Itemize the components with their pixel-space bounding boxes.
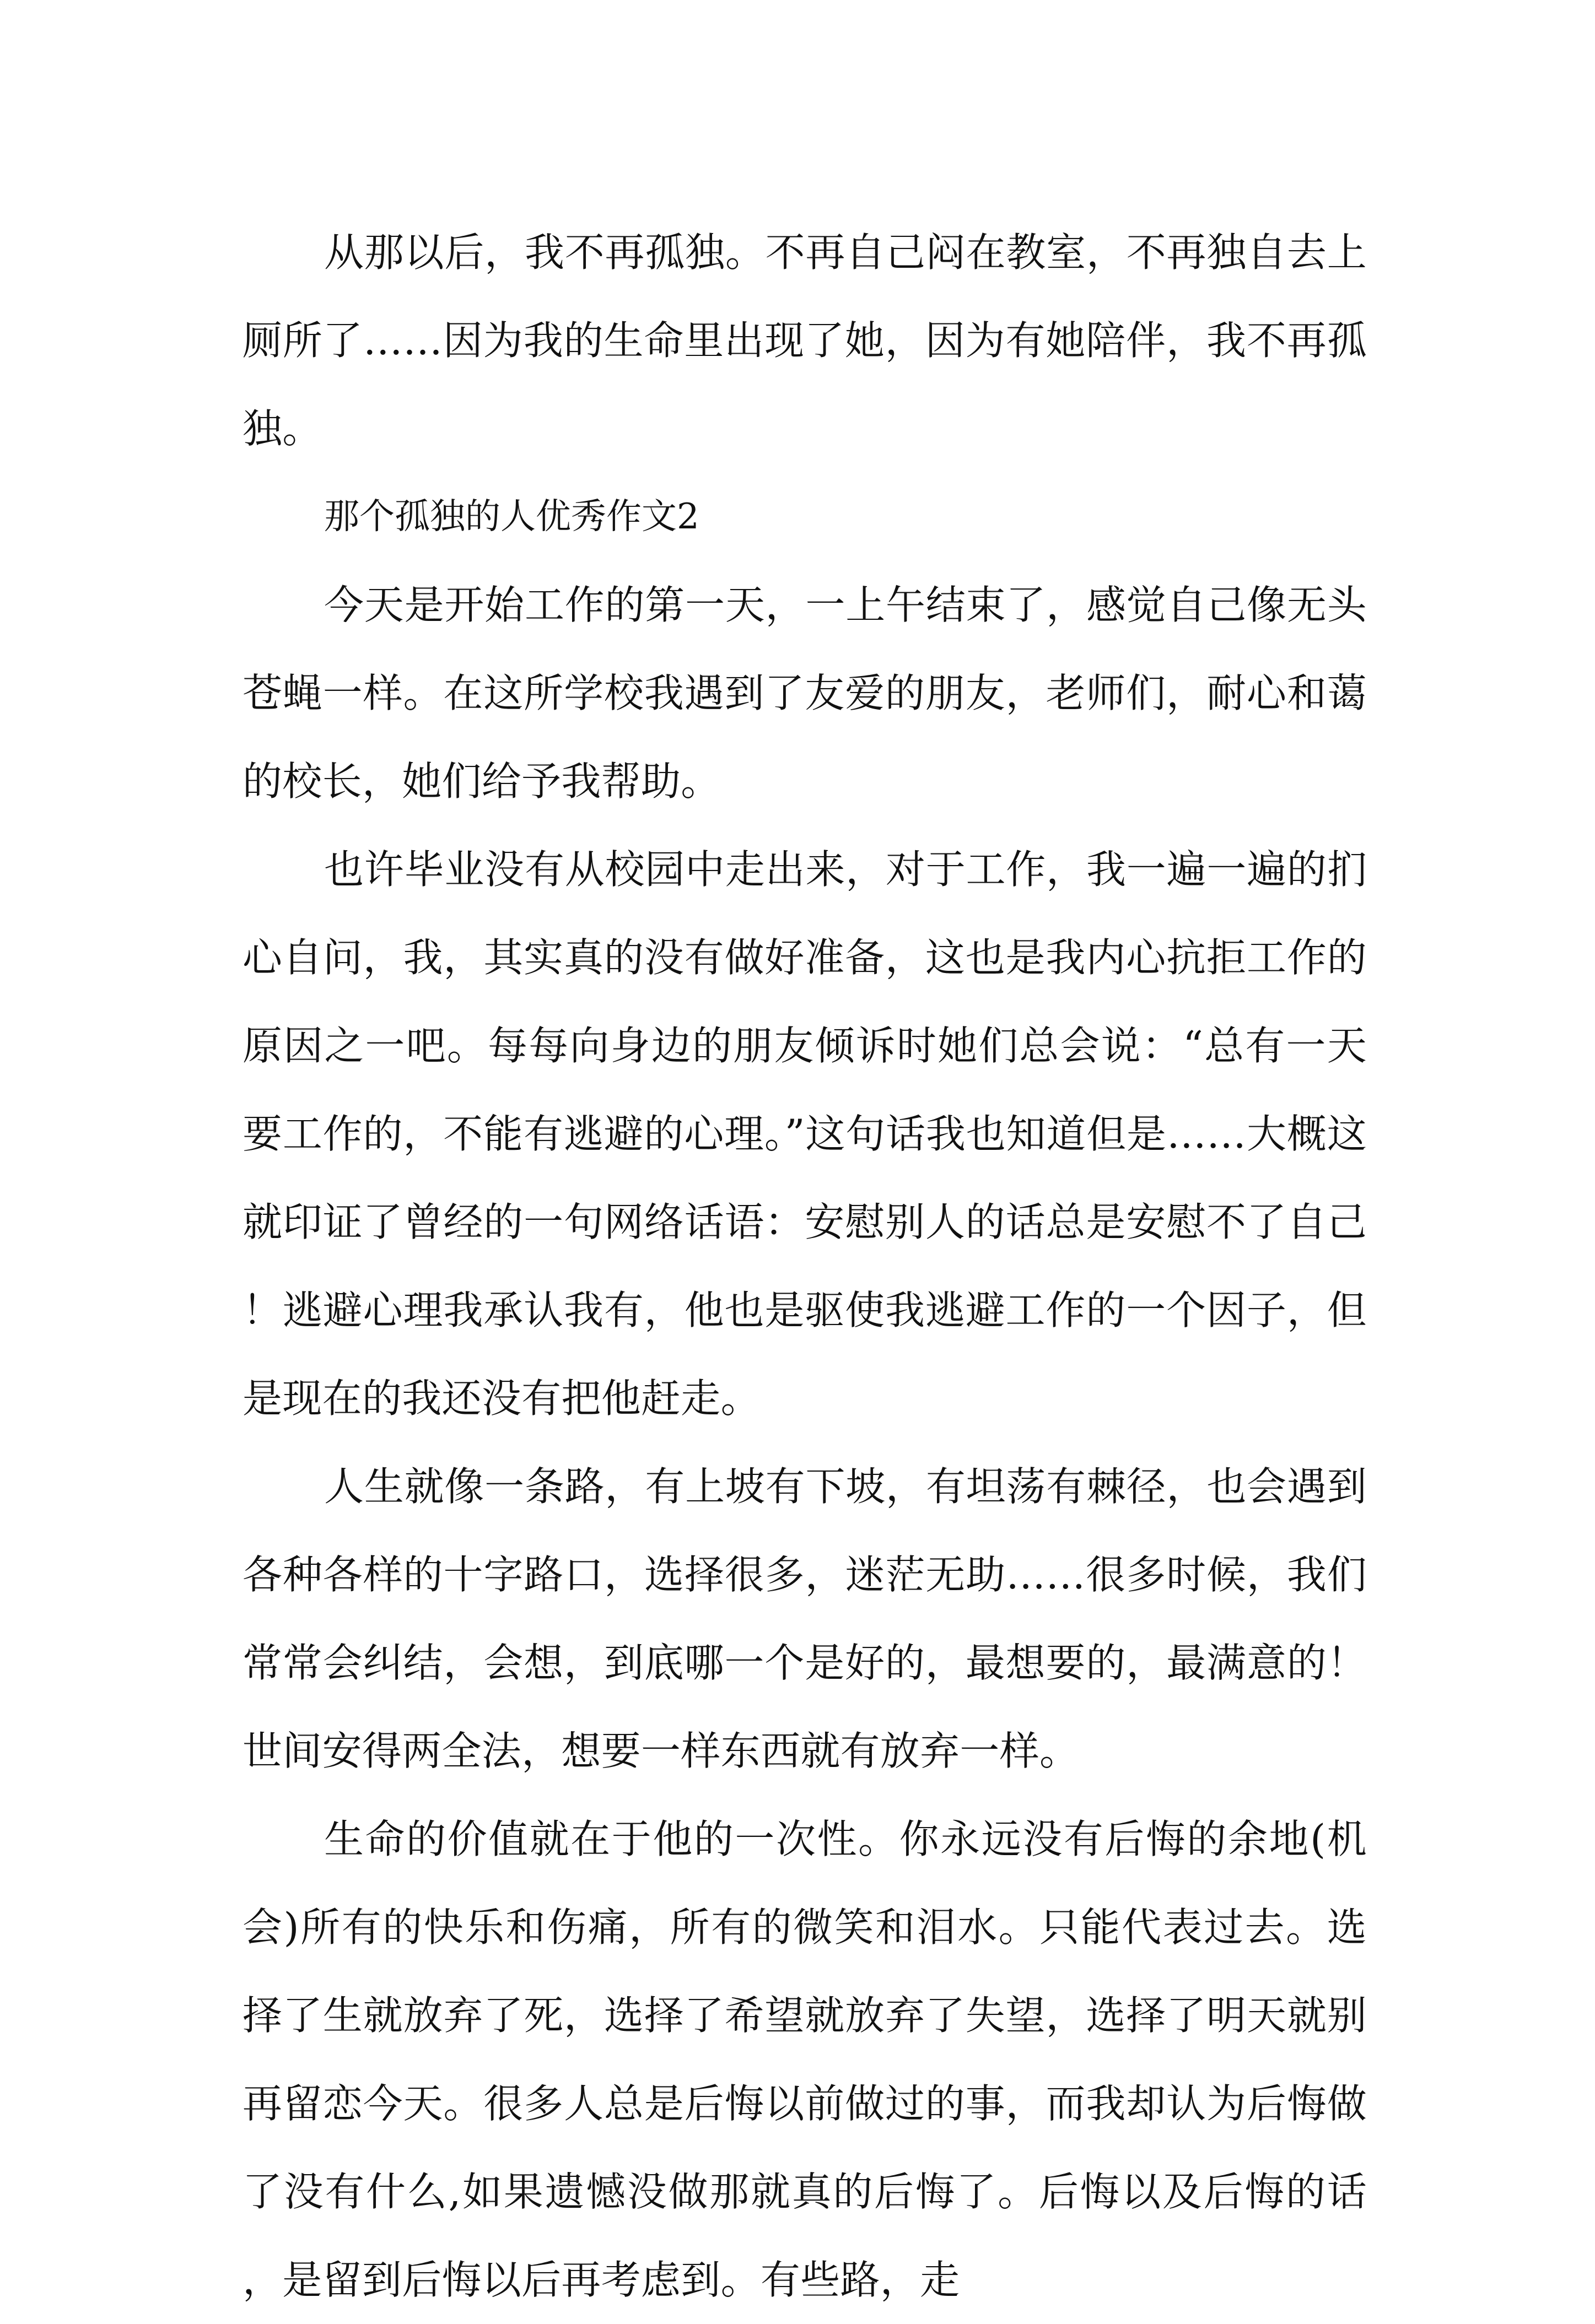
paragraph-2: 今天是开始工作的第一天，一上午结束了，感觉自己像无头苍蝇一样。在这所学校我遇到了友爱的朋友，老师们，耐心和蔼的校长，她们给予我帮助。 <box>243 582 1367 804</box>
paragraph-3: 也许毕业没有从校园中走出来，对于工作，我一遍一遍的扪心自问，我，其实真的没有做好准备，这也是我内心抗拒工作的原因之一吧。每每向身边的朋友倾诉时她们总会说：“总有一天要工作的，不能有逃避的心理。”这句话我也知道但是……大概这就印证了曾经的一句网络话语：安慰别人的话总是安慰不了自己！逃避心理我承认我有，他也是驱使我逃避工作的一个因子，但是现在的我还没有把他赶走。 <box>243 846 1367 1422</box>
section-title: 那个孤独的人优秀作文2 <box>324 496 699 537</box>
paragraph-4: 人生就像一条路，有上坡有下坡，有坦荡有棘径，也会遇到各种各样的十字路口，选择很多，迷茫无助……很多时候，我们常常会纠结，会想，到底哪一个是好的，最想要的，最满意的！世间安得两全法，想要一样东西就有放弃一样。 <box>243 1463 1367 1774</box>
paragraph-5: 生命的价值就在于他的一次性。你永远没有后悔的余地(机会)所有的快乐和伤痛，所有的微笑和泪水。只能代表过去。选择了生就放弃了死，选择了希望就放弃了失望，选择了明天就别再留恋今天。很多人总是后悔以前做过的事，而我却认为后悔做了没有什么,如果遗憾没做那就真的后悔了。后悔以及后悔的话，是留到后悔以后再考虑到。有些路，走 <box>243 1816 1367 2303</box>
document-body <box>243 208 1367 2324</box>
paragraph-1: 从那以后，我不再孤独。不再自己闷在教室，不再独自去上厕所了……因为我的生命里出现了她，因为有她陪伴，我不再孤独。 <box>243 229 1367 452</box>
